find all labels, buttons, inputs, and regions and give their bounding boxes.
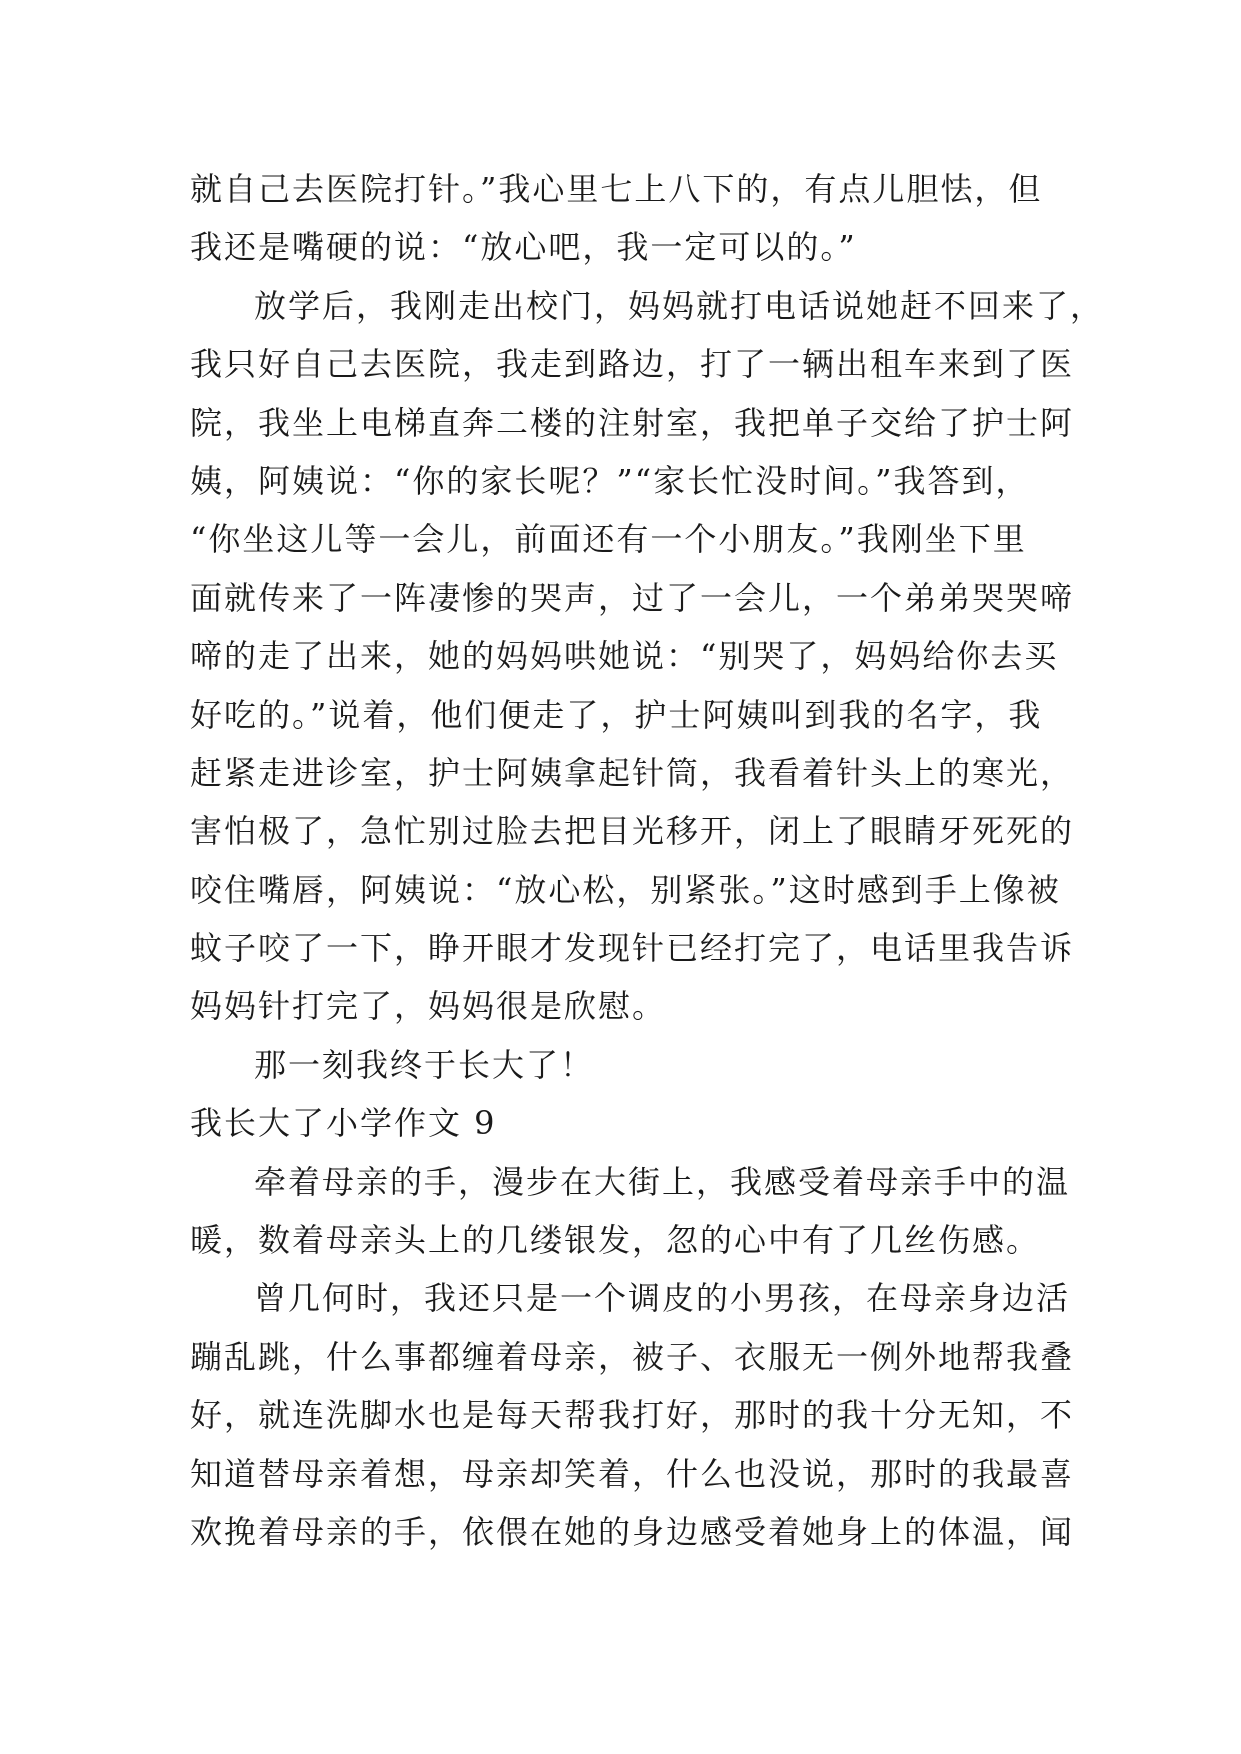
text-line: 妈妈针打完了，妈妈很是欣慰。 [190, 987, 667, 1026]
paragraph-start-line: 牵着母亲的手，漫步在大街上，我感受着母亲手中的温 [254, 1162, 1071, 1201]
paragraph-start-line: 那一刻我终于长大了！ [254, 1045, 595, 1084]
text-line: 暖，数着母亲头上的几缕银发，忽的心中有了几丝伤感。 [190, 1221, 1041, 1260]
text-line: 蚊子咬了一下，睁开眼才发现针已经打完了，电话里我告诉 [190, 929, 1075, 968]
text-line: 面就传来了一阵凄惨的哭声，过了一会儿，一个弟弟哭哭啼 [190, 578, 1075, 617]
text-line: 害怕极了，急忙别过脸去把目光移开，闭上了眼睛牙死死的 [190, 812, 1075, 851]
paragraph-start-line: 放学后，我刚走出校门，妈妈就打电话说她赶不回来了， [254, 286, 1105, 325]
text-line: 就自己去医院打针。”我心里七上八下的，有点儿胆怯，但 [190, 170, 1043, 208]
text-line: 好，就连洗脚水也是每天帮我打好，那时的我十分无知，不 [190, 1396, 1075, 1435]
text-line: 我还是嘴硬的说：“放心吧，我一定可以的。” [190, 228, 857, 267]
section-heading: 我长大了小学作文 9 [190, 1104, 497, 1143]
paragraph-start-line: 曾几何时，我还只是一个调皮的小男孩，在母亲身边活 [254, 1279, 1071, 1318]
text-line: “你坐这儿等一会儿，前面还有一个小朋友。”我刚坐下里 [190, 520, 1027, 559]
text-line: 蹦乱跳，什么事都缠着母亲，被子、衣服无一例外地帮我叠 [190, 1337, 1075, 1376]
text-line: 欢挽着母亲的手，依偎在她的身边感受着她身上的体温，闻 [190, 1512, 1075, 1551]
text-line: 赶紧走进诊室，护士阿姨拿起针筒，我看着针头上的寒光， [190, 753, 1075, 792]
text-line: 姨，阿姨说：“你的家长呢？”“家长忙没时间。”我答到， [190, 461, 1030, 500]
text-line: 院，我坐上电梯直奔二楼的注射室，我把单子交给了护士阿 [190, 403, 1075, 442]
text-line: 我只好自己去医院，我走到路边，打了一辆出租车来到了医 [190, 345, 1075, 384]
text-line: 好吃的。”说着，他们便走了，护士阿姨叫到我的名字，我 [190, 695, 1043, 734]
text-line: 咬住嘴唇，阿姨说：“放心松，别紧张。”这时感到手上像被 [190, 870, 1061, 909]
article-body [190, 160, 1105, 1561]
text-line: 啼的走了出来，她的妈妈哄她说：“别哭了，妈妈给你去买 [190, 637, 1059, 676]
text-line: 知道替母亲着想，母亲却笑着，什么也没说，那时的我最喜 [190, 1454, 1075, 1493]
